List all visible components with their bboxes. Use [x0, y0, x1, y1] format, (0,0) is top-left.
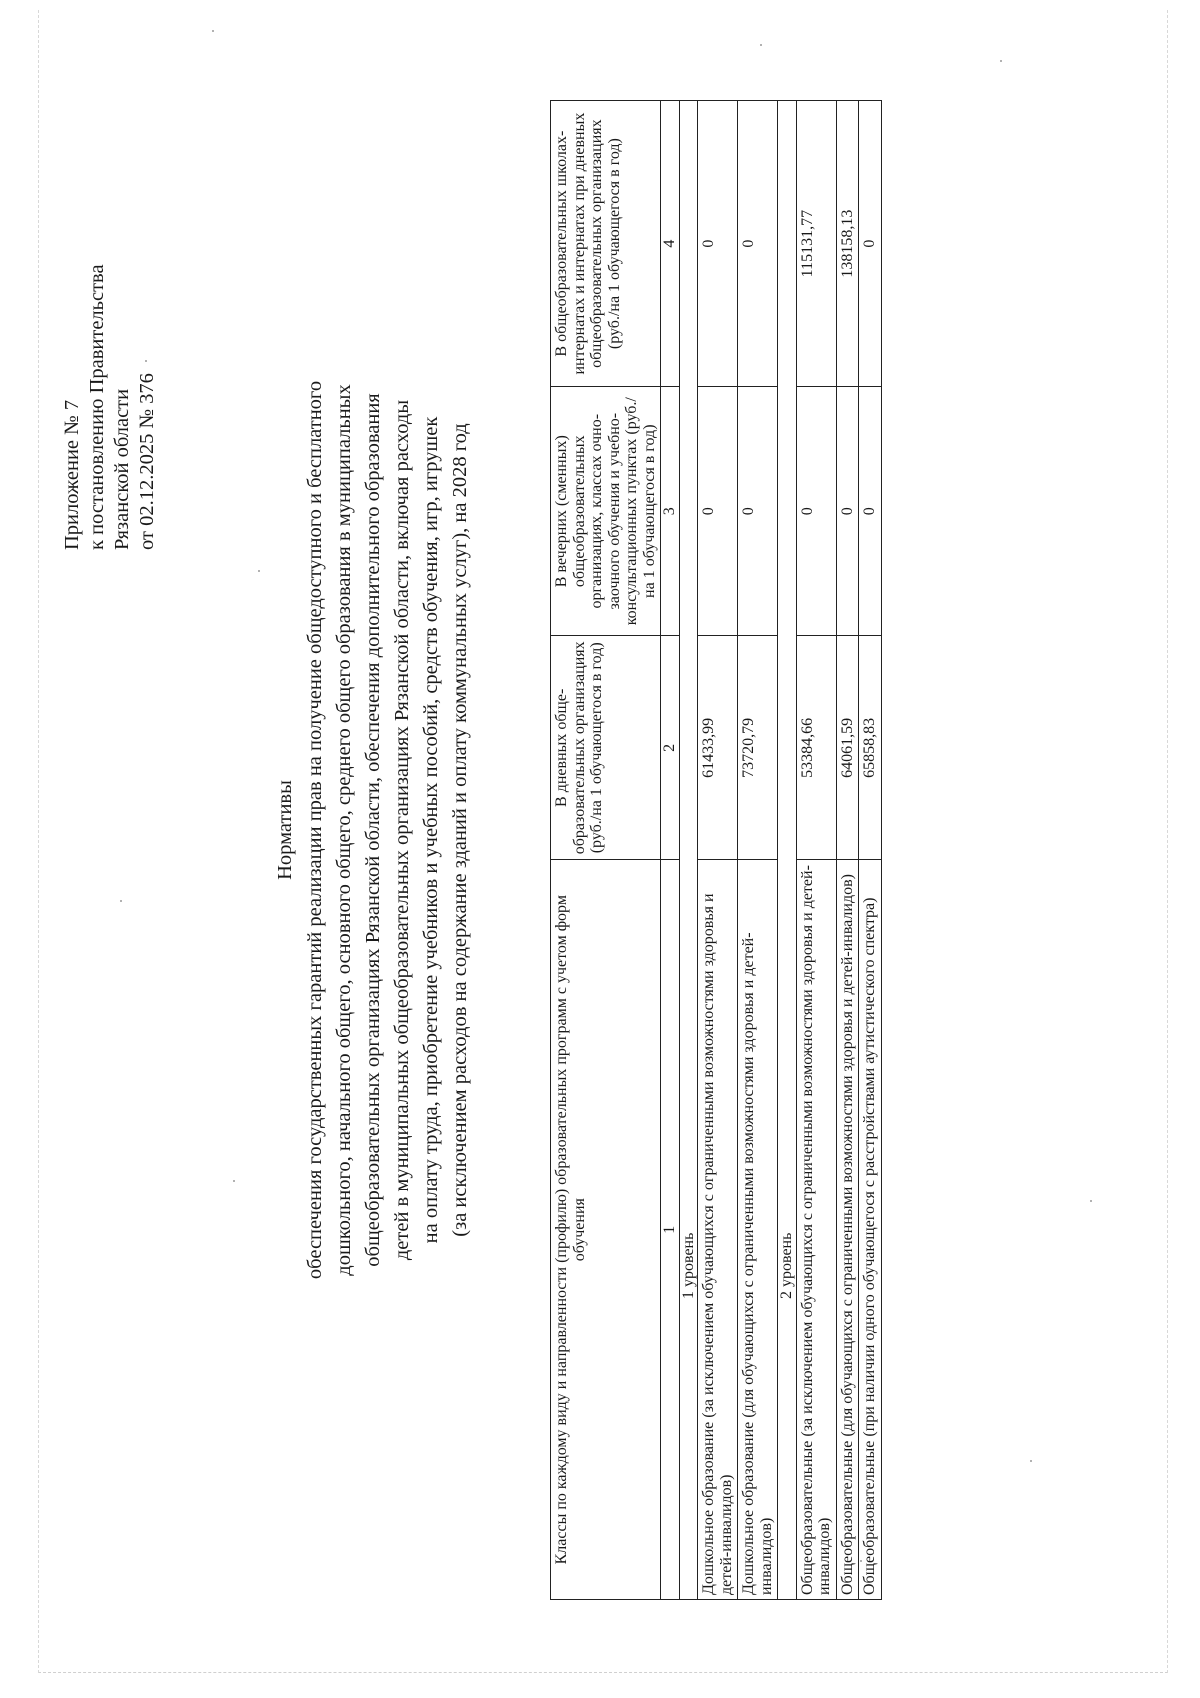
column-number: 2 [661, 636, 680, 860]
row-name: Общеобразовательные (при наличии одного обучающегося с расстройствами аутистического спектра) [859, 860, 882, 1600]
rotated-document [60, 50, 1180, 1610]
row-value-evening: 0 [796, 387, 836, 636]
table-row [836, 101, 859, 1600]
row-value-evening: 0 [738, 387, 778, 636]
row-value-boarding: 0 [698, 101, 738, 387]
level-row [778, 101, 797, 1600]
row-value-day: 53384,66 [796, 636, 836, 860]
column-number: 3 [661, 387, 680, 636]
appendix-decree: к постановлению Правительства [86, 264, 108, 550]
document-heading [274, 50, 475, 1610]
appendix-number: Приложение № 7 [61, 399, 83, 550]
row-value-evening: 0 [859, 387, 882, 636]
row-value-boarding: 115131,77 [796, 101, 836, 387]
table-row [738, 101, 778, 1600]
row-value-boarding: 0 [738, 101, 778, 387]
header-day-schools: В дневных обще-образовательных организациях (руб./на 1 обучающегося в год) [551, 636, 661, 860]
norms-table [550, 100, 882, 1600]
row-name: Общеобразовательные (за исключением обучающихся с ограниченными возможностями здоровья и детей-инвалидов) [796, 860, 836, 1600]
header-classes: Классы по каждому виду и направленности (профилю) образовательных программ с учетом форм обучения [551, 860, 661, 1600]
column-number: 1 [661, 860, 680, 1600]
table-header-row [551, 101, 661, 1600]
row-value-day: 73720,79 [738, 636, 778, 860]
subtitle-line: (за исключением расходов на содержание зданий и оплату коммунальных услуг), на 2028 год [449, 423, 471, 1237]
header-evening-schools: В вечерних (сменных) общеобразовательных организациях, классах очно-заочного обучения и учебно-консультационных пунктах (руб./на 1 обучающегося в год) [551, 387, 661, 636]
table-row [796, 101, 836, 1600]
row-name: Дошкольное образование (для обучающихся с ограниченными возможностями здоровья и детей-инвалидов) [738, 860, 778, 1600]
header-boarding-schools: В общеобразовательных школах-интернатах и интернатах при дневных общеобразовательных организациях (руб./на 1 обучающегося в год) [551, 101, 661, 387]
appendix-block [60, 50, 160, 550]
row-name: Дошкольное образование (за исключением обучающихся с ограниченными возможностями здоровья и детей-инвалидов) [698, 860, 738, 1600]
row-value-day: 64061,59 [836, 636, 859, 860]
column-number: 4 [661, 101, 680, 387]
scan-speck [760, 44, 762, 46]
table-row [859, 101, 882, 1600]
subtitle-line: обеспечения государственных гарантий реализации прав на получение общедоступного и бесплатного [304, 380, 326, 1280]
document-subtitle [301, 50, 475, 1610]
row-value-evening: 0 [698, 387, 738, 636]
column-number-row [661, 101, 680, 1600]
subtitle-line: детей в муниципальных общеобразовательных организациях Рязанской области, включая расходы [391, 399, 413, 1261]
subtitle-line: на оплату труда, приобретение учебников и учебных пособий, средств обучения, игр, игрушек [420, 416, 442, 1244]
row-value-day: 61433,99 [698, 636, 738, 860]
table-row [698, 101, 738, 1600]
level-label: 1 уровень [679, 101, 698, 1600]
row-value-boarding: 138158,13 [836, 101, 859, 387]
row-value-evening: 0 [836, 387, 859, 636]
row-name: Общеобразовательные (для обучающихся с ограниченными возможностями здоровья и детей-инвалидов) [836, 860, 859, 1600]
appendix-region: Рязанской области [111, 388, 133, 550]
scan-speck [212, 30, 214, 32]
document-title: Нормативы [274, 780, 296, 880]
level-row [679, 101, 698, 1600]
row-value-day: 65858,83 [859, 636, 882, 860]
level-label: 2 уровень [778, 101, 797, 1600]
appendix-date: от 02.12.2025 № 376 [136, 373, 158, 550]
subtitle-line: общеобразовательных организациях Рязанской области, обеспечения дополнительного образования [362, 393, 384, 1267]
subtitle-line: дошкольного, начального общего, основного общего, среднего общего образования в муниципальных [333, 384, 355, 1276]
row-value-boarding: 0 [859, 101, 882, 387]
